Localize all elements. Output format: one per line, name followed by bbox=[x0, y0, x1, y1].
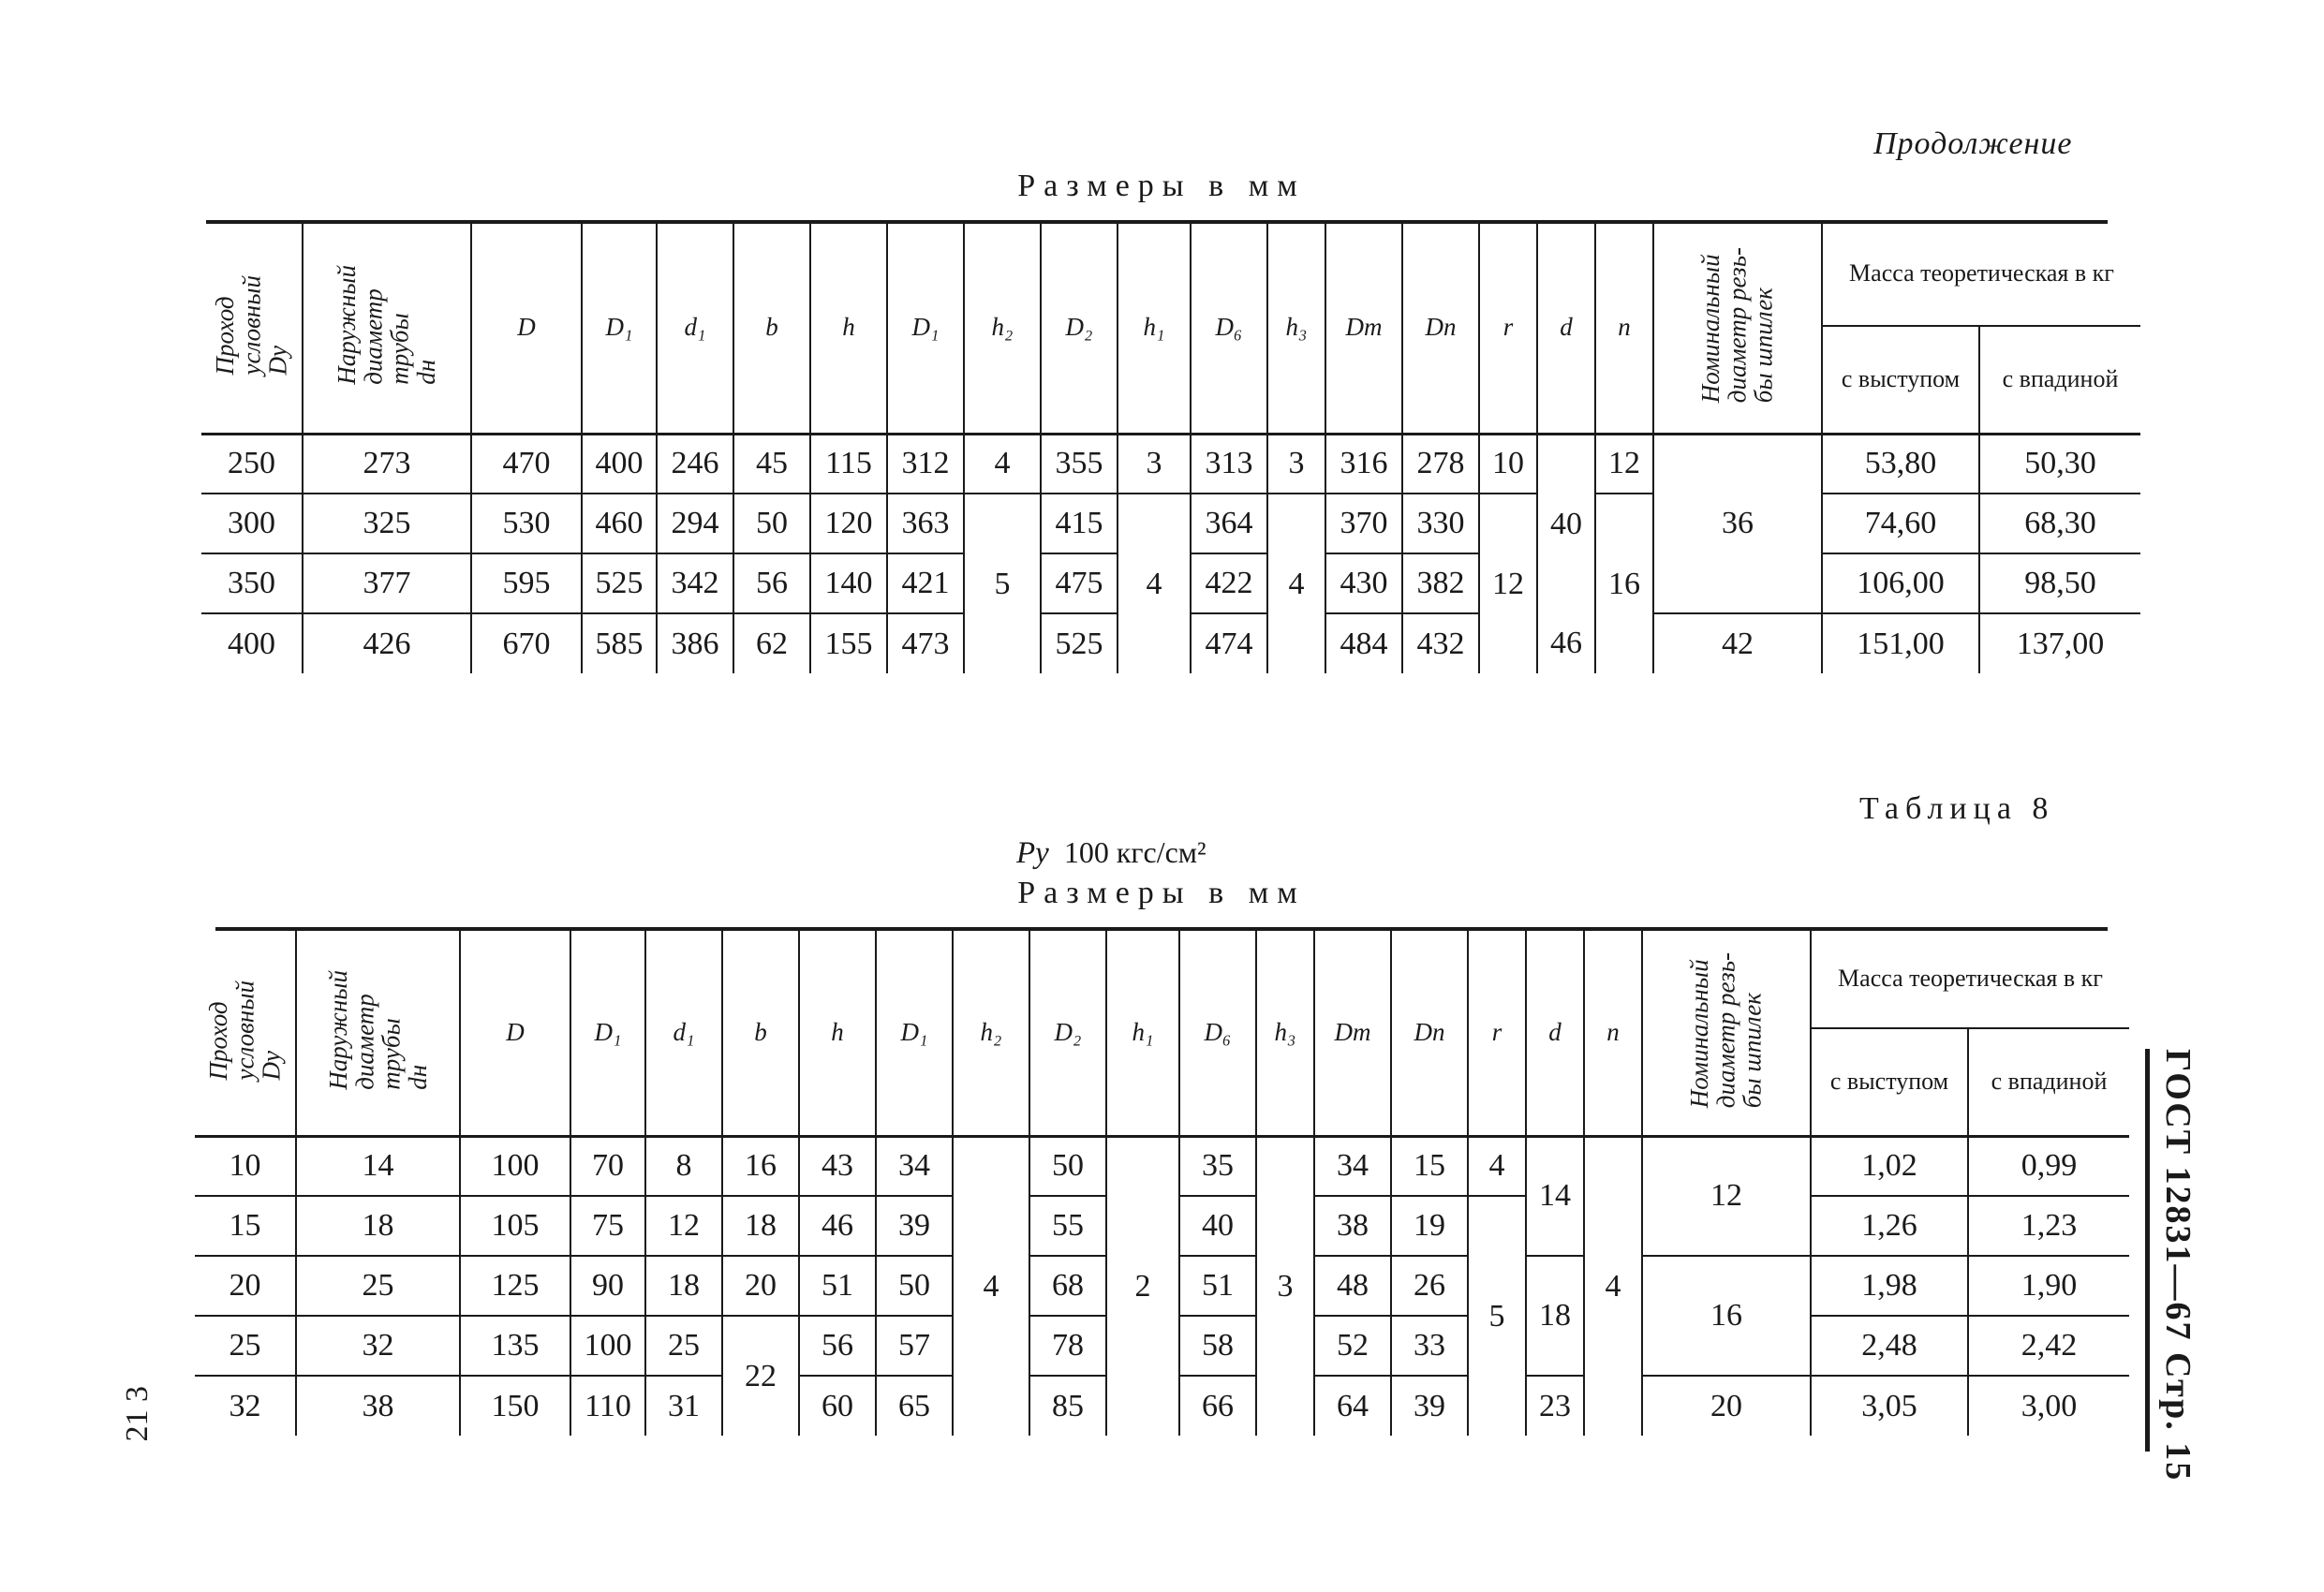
cell: 51 bbox=[1179, 1256, 1256, 1316]
header-r: r bbox=[1468, 930, 1526, 1136]
header-D6: D₆ bbox=[1191, 223, 1267, 434]
cell: 4 bbox=[1468, 1136, 1526, 1196]
cell: 3 bbox=[1118, 434, 1191, 494]
table-row bbox=[201, 494, 2140, 553]
header-Dn: Dn bbox=[1391, 930, 1468, 1136]
cell: 386 bbox=[657, 613, 733, 673]
cell: 316 bbox=[1325, 434, 1402, 494]
cell: 32 bbox=[229, 1388, 261, 1423]
cell: 115 bbox=[810, 434, 887, 494]
cell: 40 bbox=[1179, 1196, 1256, 1256]
cell: 46 bbox=[1537, 613, 1595, 673]
cell: 5 bbox=[1468, 1196, 1526, 1436]
header-dy: Проход условный Dy bbox=[201, 223, 303, 434]
cell: 106,00 bbox=[1822, 553, 1979, 613]
header-mass-recess: с впадиной bbox=[1979, 326, 2140, 434]
cell: 42 bbox=[1653, 613, 1822, 673]
cell: 325 bbox=[303, 494, 471, 553]
cell: 525 bbox=[582, 553, 657, 613]
cell: 12 bbox=[1479, 494, 1537, 673]
cell: 48 bbox=[1314, 1256, 1391, 1316]
cell: 4 bbox=[1118, 494, 1191, 673]
cell: 33 bbox=[1391, 1316, 1468, 1376]
header-thread: Номинальный диаметр резь- бы шпилек bbox=[1653, 223, 1822, 434]
cell: 34 bbox=[876, 1136, 953, 1196]
header-D1: D₁ bbox=[570, 930, 645, 1136]
header-mass-recess: с впадиной bbox=[1968, 1028, 2129, 1136]
cell: 18 bbox=[722, 1196, 799, 1256]
header-d1: d₁ bbox=[657, 223, 733, 434]
header-h: h bbox=[799, 930, 876, 1136]
cell: 20 bbox=[195, 1256, 296, 1316]
cell: 120 bbox=[810, 494, 887, 553]
cell: 300 bbox=[201, 494, 303, 553]
cell: 140 bbox=[810, 553, 887, 613]
gost-text: ГОСТ 12831—67 Стр. 15 bbox=[2158, 1049, 2198, 1482]
cell: 98,50 bbox=[1979, 553, 2140, 613]
header-D: D bbox=[460, 930, 570, 1136]
header-D2: D₂ bbox=[1029, 930, 1106, 1136]
cell: 430 bbox=[1325, 553, 1402, 613]
cell: 50 bbox=[1029, 1136, 1106, 1196]
header-Dn: Dn bbox=[1402, 223, 1479, 434]
cell: 1,26 bbox=[1811, 1196, 1968, 1256]
cell: 56 bbox=[799, 1316, 876, 1376]
cell: 68 bbox=[1029, 1256, 1106, 1316]
cell: 246 bbox=[657, 434, 733, 494]
cell: 35 bbox=[1179, 1136, 1256, 1196]
cell: 10 bbox=[1479, 434, 1537, 494]
header-n: n bbox=[1584, 930, 1642, 1136]
table-1 bbox=[201, 223, 2140, 673]
header-d: d bbox=[1537, 223, 1595, 434]
header-dn: Наружный диаметр трубы dн bbox=[296, 930, 460, 1136]
cell: 530 bbox=[471, 494, 582, 553]
header-D2: D₂ bbox=[1041, 223, 1118, 434]
header-h1: h₁ bbox=[1118, 223, 1191, 434]
header-Dm: Dm bbox=[1325, 223, 1402, 434]
cell: 484 bbox=[1325, 613, 1402, 673]
cell: 90 bbox=[570, 1256, 645, 1316]
cell: 16 bbox=[1642, 1256, 1811, 1376]
cell: 313 bbox=[1191, 434, 1267, 494]
table-row bbox=[201, 434, 2140, 494]
header-dy: Проход условный Dy bbox=[195, 930, 296, 1136]
cell: 1,90 bbox=[1968, 1256, 2129, 1316]
cell: 36 bbox=[1653, 434, 1822, 613]
cell: 278 bbox=[1402, 434, 1479, 494]
cell: 125 bbox=[460, 1256, 570, 1316]
cell: 342 bbox=[657, 553, 733, 613]
cell: 426 bbox=[303, 613, 471, 673]
header-d1: d₁ bbox=[645, 930, 722, 1136]
cell: 52 bbox=[1314, 1316, 1391, 1376]
cell: 4 bbox=[1267, 494, 1325, 673]
cell: 135 bbox=[460, 1316, 570, 1376]
cell: 12 bbox=[1642, 1136, 1811, 1256]
header-h2: h₂ bbox=[953, 930, 1029, 1136]
cell: 470 bbox=[471, 434, 582, 494]
header-h: h bbox=[810, 223, 887, 434]
cell: 18 bbox=[645, 1256, 722, 1316]
cell: 40 bbox=[1537, 434, 1595, 613]
cell: 294 bbox=[657, 494, 733, 553]
cell: 1,23 bbox=[1968, 1196, 2129, 1256]
cell: 382 bbox=[1402, 553, 1479, 613]
cell: 474 bbox=[1191, 613, 1267, 673]
cell: 19 bbox=[1391, 1196, 1468, 1256]
cell: 39 bbox=[876, 1196, 953, 1256]
cell: 3 bbox=[1256, 1136, 1314, 1436]
header-mass-projection: с выступом bbox=[1811, 1028, 1968, 1136]
cell: 0,99 bbox=[1968, 1136, 2129, 1196]
cell: 12 bbox=[1595, 434, 1653, 494]
header-b: b bbox=[722, 930, 799, 1136]
cell: 473 bbox=[887, 613, 964, 673]
cell: 100 bbox=[570, 1316, 645, 1376]
cell: 15 bbox=[195, 1196, 296, 1256]
pressure-value: 100 кгс/см² bbox=[1063, 835, 1206, 869]
cell: 55 bbox=[1029, 1196, 1106, 1256]
cell: 43 bbox=[799, 1136, 876, 1196]
cell: 38 bbox=[296, 1376, 460, 1436]
cell: 18 bbox=[1526, 1256, 1584, 1376]
cell: 25 bbox=[296, 1256, 460, 1316]
cell: 10 bbox=[195, 1136, 296, 1196]
cell: 45 bbox=[733, 434, 810, 494]
cell: 312 bbox=[887, 434, 964, 494]
cell: 595 bbox=[471, 553, 582, 613]
header-r: r bbox=[1479, 223, 1537, 434]
cell: 66 bbox=[1179, 1376, 1256, 1436]
cell: 70 bbox=[570, 1136, 645, 1196]
pressure-caption bbox=[1016, 835, 1206, 871]
cell: 14 bbox=[296, 1136, 460, 1196]
cell: 38 bbox=[1314, 1196, 1391, 1256]
cell: 50 bbox=[876, 1256, 953, 1316]
cell: 12 bbox=[645, 1196, 722, 1256]
header-D1: D₁ bbox=[582, 223, 657, 434]
cell: 137,00 bbox=[1979, 613, 2140, 673]
continuation-label: Продолжение bbox=[1873, 126, 2073, 161]
cell: 400 bbox=[228, 626, 275, 661]
cell: 110 bbox=[570, 1376, 645, 1436]
cell: 421 bbox=[887, 553, 964, 613]
cell: 3,05 bbox=[1811, 1376, 1968, 1436]
cell: 350 bbox=[201, 553, 303, 613]
cell: 330 bbox=[1402, 494, 1479, 553]
page-number: 21 3 bbox=[120, 1386, 155, 1442]
cell: 377 bbox=[303, 553, 471, 613]
cell: 64 bbox=[1314, 1376, 1391, 1436]
cell: 65 bbox=[876, 1376, 953, 1436]
header-mass: Масса теоретическая в кг bbox=[1811, 930, 2129, 1028]
cell: 355 bbox=[1041, 434, 1118, 494]
header-h3: h₃ bbox=[1267, 223, 1325, 434]
cell: 422 bbox=[1191, 553, 1267, 613]
cell: 15 bbox=[1391, 1136, 1468, 1196]
cell: 100 bbox=[460, 1136, 570, 1196]
header-dn: Наружный диаметр трубы dн bbox=[303, 223, 471, 434]
cell: 23 bbox=[1526, 1376, 1584, 1436]
header-h2: h₂ bbox=[964, 223, 1041, 434]
cell: 16 bbox=[1595, 494, 1653, 673]
header-n: n bbox=[1595, 223, 1653, 434]
cell: 60 bbox=[799, 1376, 876, 1436]
cell: 3 bbox=[1267, 434, 1325, 494]
cell: 20 bbox=[1642, 1376, 1811, 1436]
cell: 78 bbox=[1029, 1316, 1106, 1376]
cell: 2,42 bbox=[1968, 1316, 2129, 1376]
cell: 150 bbox=[460, 1376, 570, 1436]
cell: 34 bbox=[1314, 1136, 1391, 1196]
gost-side-label bbox=[2145, 1049, 2206, 1482]
cell: 155 bbox=[810, 613, 887, 673]
cell: 57 bbox=[876, 1316, 953, 1376]
cell: 400 bbox=[582, 434, 657, 494]
cell: 46 bbox=[799, 1196, 876, 1256]
cell: 1,98 bbox=[1811, 1256, 1968, 1316]
cell: 14 bbox=[1526, 1136, 1584, 1256]
cell: 31 bbox=[645, 1376, 722, 1436]
cell: 75 bbox=[570, 1196, 645, 1256]
cell: 8 bbox=[645, 1136, 722, 1196]
header-d: d bbox=[1526, 930, 1584, 1136]
cell: 670 bbox=[471, 613, 582, 673]
cell: 2 bbox=[1106, 1136, 1179, 1436]
cell: 39 bbox=[1391, 1376, 1468, 1436]
cell: 22 bbox=[722, 1316, 799, 1436]
cell: 56 bbox=[733, 553, 810, 613]
header-thread: Номинальный диаметр резь- бы шпилек bbox=[1642, 930, 1811, 1136]
cell: 432 bbox=[1402, 613, 1479, 673]
header-D1b: D₁ bbox=[887, 223, 964, 434]
header-D6: D₆ bbox=[1179, 930, 1256, 1136]
cell: 105 bbox=[460, 1196, 570, 1256]
header-Dm: Dm bbox=[1314, 930, 1391, 1136]
cell: 20 bbox=[722, 1256, 799, 1316]
table-row bbox=[195, 1136, 2129, 1196]
cell: 525 bbox=[1041, 613, 1118, 673]
cell: 2,48 bbox=[1811, 1316, 1968, 1376]
cell: 53,80 bbox=[1822, 434, 1979, 494]
cell: 460 bbox=[582, 494, 657, 553]
cell: 16 bbox=[722, 1136, 799, 1196]
header-b: b bbox=[733, 223, 810, 434]
header-mass: Масса теоретическая в кг bbox=[1822, 223, 2140, 326]
cell: 26 bbox=[1391, 1256, 1468, 1316]
cell: 151,00 bbox=[1822, 613, 1979, 673]
cell: 5 bbox=[964, 494, 1041, 673]
cell: 364 bbox=[1191, 494, 1267, 553]
header-h1: h₁ bbox=[1106, 930, 1179, 1136]
cell: 475 bbox=[1041, 553, 1118, 613]
units-caption-1: Размеры в мм bbox=[1017, 169, 1306, 203]
cell: 585 bbox=[582, 613, 657, 673]
header-h3: h₃ bbox=[1256, 930, 1314, 1136]
cell: 3,00 bbox=[1968, 1376, 2129, 1436]
cell: 4 bbox=[953, 1136, 1029, 1436]
cell: 25 bbox=[645, 1316, 722, 1376]
cell: 51 bbox=[799, 1256, 876, 1316]
cell: 1,02 bbox=[1811, 1136, 1968, 1196]
table-8 bbox=[195, 930, 2129, 1436]
header-mass-projection: с выступом bbox=[1822, 326, 1979, 434]
cell: 50,30 bbox=[1979, 434, 2140, 494]
cell: 62 bbox=[733, 613, 810, 673]
cell: 25 bbox=[195, 1316, 296, 1376]
cell: 85 bbox=[1029, 1376, 1106, 1436]
cell: 370 bbox=[1325, 494, 1402, 553]
table8-label: Таблица 8 bbox=[1859, 791, 2055, 826]
cell: 363 bbox=[887, 494, 964, 553]
cell: 32 bbox=[296, 1316, 460, 1376]
pressure-symbol: Pу bbox=[1016, 836, 1049, 870]
cell: 18 bbox=[296, 1196, 460, 1256]
header-D: D bbox=[471, 223, 582, 434]
cell: 415 bbox=[1041, 494, 1118, 553]
units-caption-2: Размеры в мм bbox=[1017, 876, 1306, 910]
cell: 273 bbox=[303, 434, 471, 494]
cell: 4 bbox=[964, 434, 1041, 494]
cell: 50 bbox=[733, 494, 810, 553]
cell: 58 bbox=[1179, 1316, 1256, 1376]
cell: 4 bbox=[1584, 1136, 1642, 1436]
cell: 74,60 bbox=[1822, 494, 1979, 553]
header-D1b: D₁ bbox=[876, 930, 953, 1136]
cell: 250 bbox=[201, 434, 303, 494]
cell: 68,30 bbox=[1979, 494, 2140, 553]
